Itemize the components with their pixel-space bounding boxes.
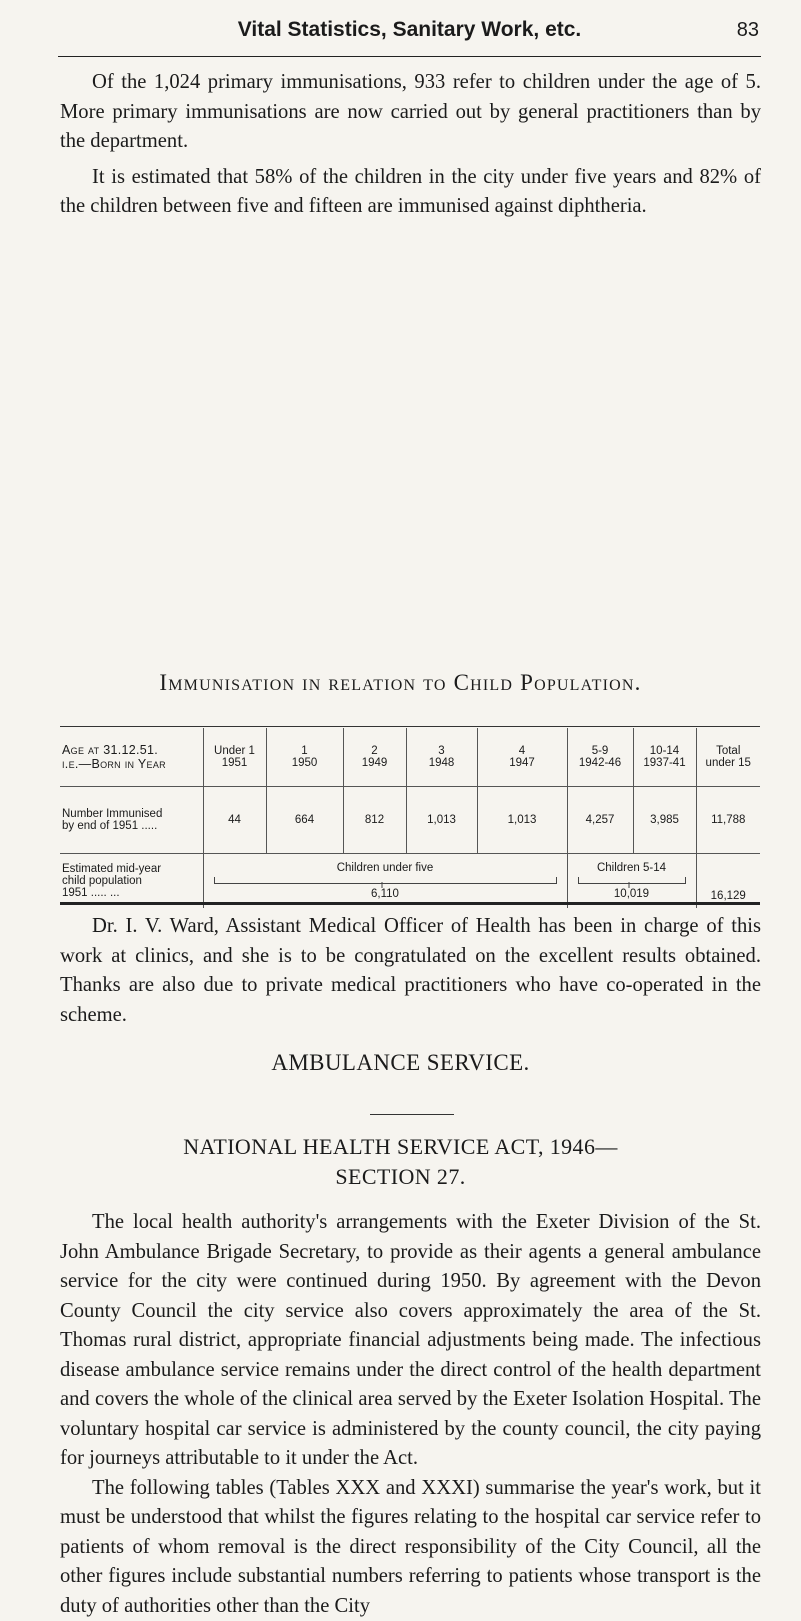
- section-act-line2: SECTION 27.: [0, 1164, 801, 1190]
- section-ambulance: AMBULANCE SERVICE.: [0, 1050, 801, 1076]
- immunisation-table: [60, 728, 760, 908]
- col-header: Total under 15: [696, 728, 760, 787]
- section-rule: [370, 1114, 454, 1115]
- col-header: 10-14 1937-41: [633, 728, 696, 787]
- row-label: Estimated mid-year child population 1951 ..... ...: [60, 854, 203, 909]
- table-cell: 11,788: [696, 787, 760, 854]
- brace-under-five: [214, 877, 557, 884]
- table-cell: 1,013: [406, 787, 477, 854]
- paragraph-tables: The following tables (Tables XXX and XXXI) summarise the year's work, but it must be understood that whilst the figures relating to the hospital car service refer to patients of whom removal is the direct responsibility of the City Council, all the other figures include substantial numbers referring to patients whose transport is the duty of authorities other than the City: [60, 1474, 761, 1621]
- col-header: 2 1949: [343, 728, 406, 787]
- col-header: 5-9 1942-46: [567, 728, 633, 787]
- paragraph-ward: Dr. I. V. Ward, Assistant Medical Officer of Health has been in charge of this work at clinics, and she is to be congratulated on the excellent results obtained. Thanks are also due to private medical practitioners who have co-operated in the scheme.: [60, 912, 761, 1030]
- running-title: Vital Statistics, Sanitary Work, etc.: [58, 18, 761, 42]
- table-top-rule: [60, 726, 760, 727]
- table-cell: 812: [343, 787, 406, 854]
- col-header: Under 1 1951: [203, 728, 266, 787]
- section-act-line1: NATIONAL HEALTH SERVICE ACT, 1946—: [0, 1134, 801, 1160]
- paragraph-estimate: It is estimated that 58% of the children in the city under five years and 82% of the children between five and fifteen are immunised against diphtheria.: [60, 163, 761, 222]
- table-row-immunised: [60, 787, 760, 854]
- header-label: Age at 31.12.51. i.e.—Born in Year: [60, 728, 203, 787]
- table-cell: 1,013: [477, 787, 567, 854]
- col-header: 1 1950: [266, 728, 343, 787]
- group-under-five: Children under five 6,110: [203, 854, 567, 909]
- brace-five-to-fourteen: [578, 877, 686, 884]
- table-row-population: [60, 854, 760, 909]
- table-header-row: [60, 728, 760, 787]
- table-cell: 664: [266, 787, 343, 854]
- table-bottom-rule: [60, 902, 760, 905]
- page-number: 83: [737, 19, 759, 42]
- ambulance-text: [60, 1208, 761, 1621]
- paragraph-arrangements: The local health authority's arrangements with the Exeter Division of the St. John Ambulance Brigade Secretary, to provide as their agents a general ambulance service for the city were continued during 1950. By agreement with the Devon County Council the city service also covers approximately the area of the St. Thomas rural district, appropriate financial adjustments being made. The infectious disease ambulance service remains under the direct control of the health department and covers the whole of the clinical area served by the Exeter Isolation Hospital. The voluntary hospital car service is administered by the county council, the city paying for journeys attributable to it under the Act.: [60, 1208, 761, 1474]
- col-header: 3 1948: [406, 728, 477, 787]
- paragraph-primary-immunisations: Of the 1,024 primary immunisations, 933 refer to children under the age of 5. More primary immunisations are now carried out by general practitioners than by the department.: [60, 68, 761, 157]
- table-title: Immunisation in relation to Child Population.: [0, 670, 801, 696]
- group-five-to-fourteen: Children 5-14 10,019: [567, 854, 696, 909]
- table-cell: 3,985: [633, 787, 696, 854]
- table-cell-total: 16,129: [696, 854, 760, 909]
- table-cell: 44: [203, 787, 266, 854]
- intro-text: [60, 68, 761, 222]
- col-header: 4 1947: [477, 728, 567, 787]
- row-label: Number Immunised by end of 1951 .....: [60, 787, 203, 854]
- table-cell: 4,257: [567, 787, 633, 854]
- ward-text: [60, 912, 761, 1030]
- page-header: [58, 10, 761, 57]
